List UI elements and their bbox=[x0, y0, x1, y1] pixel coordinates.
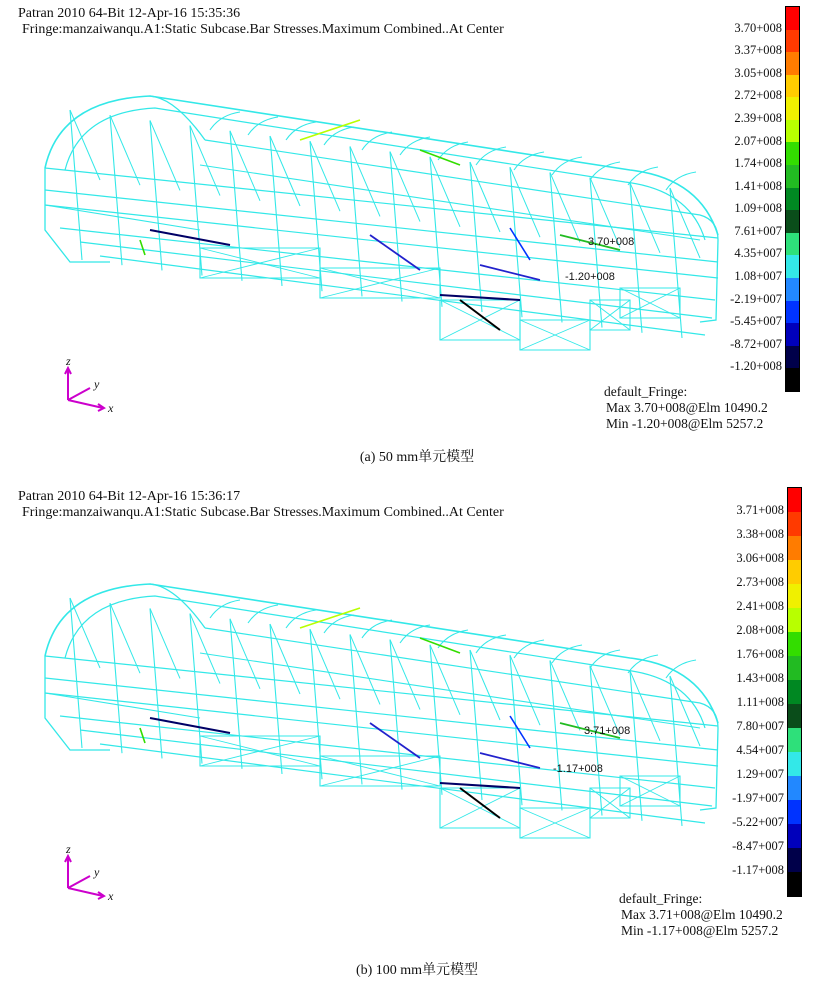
color-bar-segment bbox=[788, 872, 801, 896]
legend-tick-label: 7.61+007 bbox=[734, 223, 782, 238]
wireframe-edge bbox=[440, 295, 520, 300]
color-bar-segment bbox=[786, 210, 799, 233]
wireframe-edge bbox=[270, 624, 282, 774]
wireframe-edge bbox=[350, 634, 362, 784]
legend-tick-label: -2.19+007 bbox=[730, 291, 782, 306]
wireframe-edge bbox=[70, 110, 82, 260]
legend-tick-label: 2.41+008 bbox=[736, 599, 784, 613]
wireframe-edge bbox=[550, 660, 562, 810]
wireframe-edge bbox=[420, 638, 460, 653]
legend-tick-label: 2.73+008 bbox=[736, 575, 784, 589]
min-value-annotation: -1.20+008 bbox=[565, 271, 615, 283]
wireframe-edge bbox=[45, 584, 718, 723]
legend-tick-label: 4.35+007 bbox=[734, 246, 782, 261]
legend-tick-label: 3.37+008 bbox=[734, 43, 782, 58]
color-bar-segment bbox=[788, 512, 801, 536]
color-bar-segment bbox=[786, 233, 799, 256]
axis-x-label: x bbox=[108, 889, 114, 903]
fringe-max: Max 3.70+008@Elm 10490.2 bbox=[606, 400, 768, 415]
legend-tick-label: 3.70+008 bbox=[734, 20, 782, 35]
color-bar-segment bbox=[788, 800, 801, 824]
axis-y-label: y bbox=[94, 865, 100, 879]
legend-tick-label: 1.76+008 bbox=[736, 647, 784, 661]
legend-tick-label: 3.05+008 bbox=[734, 65, 782, 80]
wireframe-edge bbox=[110, 115, 122, 265]
legend-tick-label: -1.20+008 bbox=[730, 359, 782, 374]
legend-tick-label: 7.80+007 bbox=[736, 719, 784, 733]
color-bar-segment bbox=[786, 120, 799, 143]
caption: (b) 100 mm单元模型 bbox=[355, 963, 479, 978]
wireframe-edge bbox=[68, 876, 90, 888]
wireframe-edge bbox=[140, 728, 145, 743]
color-bar-segment bbox=[788, 488, 801, 512]
wireframe-edge bbox=[460, 788, 500, 818]
legend-tick-label: 3.71+008 bbox=[736, 503, 784, 517]
legend-tick-label: 2.07+008 bbox=[734, 133, 782, 148]
color-bar-segment bbox=[786, 323, 799, 346]
wireframe-edge bbox=[68, 388, 90, 400]
color-bar-segment bbox=[786, 7, 799, 30]
color-bar-segment bbox=[788, 656, 801, 680]
legend-tick-label: -1.17+008 bbox=[732, 863, 784, 877]
axis-x-label: x bbox=[108, 401, 114, 415]
wireframe-edge bbox=[45, 205, 200, 230]
legend-tick-label: -5.45+007 bbox=[730, 314, 782, 329]
wireframe-edge bbox=[248, 605, 278, 623]
max-value-annotation: 3.70+008 bbox=[588, 236, 635, 248]
color-bar-segment bbox=[786, 346, 799, 369]
wireframe-edge bbox=[68, 400, 103, 408]
color-bar-segment bbox=[786, 368, 799, 391]
legend-tick-label: 2.08+008 bbox=[736, 623, 784, 637]
panel-a bbox=[0, 0, 834, 480]
header-line2: Fringe:manzaiwanqu.A1:Static Subcase.Bar Stresses.Maximum Combined..At Center bbox=[22, 22, 504, 37]
wireframe-edge bbox=[45, 678, 718, 750]
wireframe-edge bbox=[45, 693, 200, 718]
wireframe-edge bbox=[65, 108, 705, 240]
wireframe-edge bbox=[45, 190, 718, 262]
legend-tick-label: 1.43+008 bbox=[736, 671, 784, 685]
wireframe-edge bbox=[110, 603, 122, 753]
header-line1: Patran 2010 64-Bit 12-Apr-16 15:35:36 bbox=[18, 6, 241, 21]
legend-tick-label: 3.38+008 bbox=[736, 527, 784, 541]
legend-tick-label: 3.06+008 bbox=[736, 551, 784, 565]
color-bar-segment bbox=[788, 704, 801, 728]
color-bar-segment bbox=[788, 536, 801, 560]
legend-tick-label: 4.54+007 bbox=[736, 743, 784, 757]
wireframe-edge bbox=[460, 300, 500, 330]
wireframe-edge bbox=[70, 598, 82, 748]
color-bar-segment bbox=[786, 165, 799, 188]
wireframe-edge bbox=[45, 656, 110, 750]
panel-b bbox=[0, 483, 834, 990]
legend-tick-label: 1.08+007 bbox=[734, 269, 782, 284]
wireframe-edge bbox=[270, 136, 282, 286]
fringe-color-bar bbox=[787, 487, 802, 897]
wireframe-edge bbox=[45, 168, 110, 262]
color-bar-segment bbox=[786, 278, 799, 301]
color-bar-segment bbox=[788, 584, 801, 608]
min-value-annotation: -1.17+008 bbox=[553, 763, 603, 775]
wireframe-edge bbox=[140, 240, 145, 255]
wireframe-edge bbox=[420, 150, 460, 165]
wireframe-edge bbox=[205, 140, 700, 215]
color-bar-segment bbox=[788, 560, 801, 584]
fringe-info bbox=[604, 384, 768, 432]
header-line2: Fringe:manzaiwanqu.A1:Static Subcase.Bar Stresses.Maximum Combined..At Center bbox=[22, 505, 504, 520]
legend-tick-label: 1.29+007 bbox=[736, 767, 784, 781]
legend-tick-label: -8.72+007 bbox=[730, 336, 782, 351]
wireframe-edge bbox=[205, 628, 700, 703]
color-bar-segment bbox=[788, 728, 801, 752]
legend-tick-label: 1.41+008 bbox=[734, 178, 782, 193]
wireframe-edge bbox=[65, 596, 705, 728]
legend-tick-label: 2.72+008 bbox=[734, 88, 782, 103]
color-bar-segment bbox=[788, 680, 801, 704]
axis-y-label: y bbox=[94, 377, 100, 391]
fringe-info bbox=[619, 891, 783, 939]
fringe-color-bar bbox=[785, 6, 800, 392]
legend-tick-label: 1.74+008 bbox=[734, 156, 782, 171]
legend-tick-label: 2.39+008 bbox=[734, 110, 782, 125]
wireframe-edge bbox=[68, 888, 103, 896]
legend-tick-label: 1.09+008 bbox=[734, 201, 782, 216]
fringe-title: default_Fringe: bbox=[619, 891, 703, 906]
max-value-annotation: 3.71+008 bbox=[584, 725, 631, 737]
caption: (a) 50 mm单元模型 bbox=[359, 450, 475, 465]
legend-tick-label: -1.97+007 bbox=[732, 791, 784, 805]
color-bar-segment bbox=[786, 188, 799, 211]
color-bar-segment bbox=[786, 142, 799, 165]
color-bar-segment bbox=[788, 824, 801, 848]
fringe-min: Min -1.20+008@Elm 5257.2 bbox=[606, 416, 764, 431]
wireframe-edge bbox=[440, 783, 520, 788]
color-bar-segment bbox=[788, 608, 801, 632]
wireframe-edge bbox=[350, 146, 362, 296]
fringe-max: Max 3.71+008@Elm 10490.2 bbox=[621, 907, 783, 922]
color-bar-segment bbox=[786, 75, 799, 98]
axis-z-label: z bbox=[66, 354, 71, 368]
color-bar-segment bbox=[786, 52, 799, 75]
color-bar-segment bbox=[788, 776, 801, 800]
header-line1: Patran 2010 64-Bit 12-Apr-16 15:36:17 bbox=[18, 489, 241, 504]
wireframe-edge bbox=[550, 172, 562, 322]
axis-z-label: z bbox=[66, 842, 71, 856]
color-bar-segment bbox=[786, 301, 799, 324]
color-bar-segment bbox=[786, 30, 799, 53]
legend-tick-label: -8.47+007 bbox=[732, 839, 784, 853]
fringe-title: default_Fringe: bbox=[604, 384, 688, 399]
legend-tick-label: -5.22+007 bbox=[732, 815, 784, 829]
color-bar-segment bbox=[786, 255, 799, 278]
legend-tick-label: 1.11+008 bbox=[736, 695, 784, 709]
color-bar-segment bbox=[788, 632, 801, 656]
color-bar-segment bbox=[788, 848, 801, 872]
color-bar-segment bbox=[788, 752, 801, 776]
wireframe-edge bbox=[45, 96, 718, 235]
wireframe-edge bbox=[150, 120, 162, 270]
wireframe-edge bbox=[150, 608, 162, 758]
wireframe-edge bbox=[248, 117, 278, 135]
color-bar-segment bbox=[786, 97, 799, 120]
fringe-min: Min -1.17+008@Elm 5257.2 bbox=[621, 923, 779, 938]
